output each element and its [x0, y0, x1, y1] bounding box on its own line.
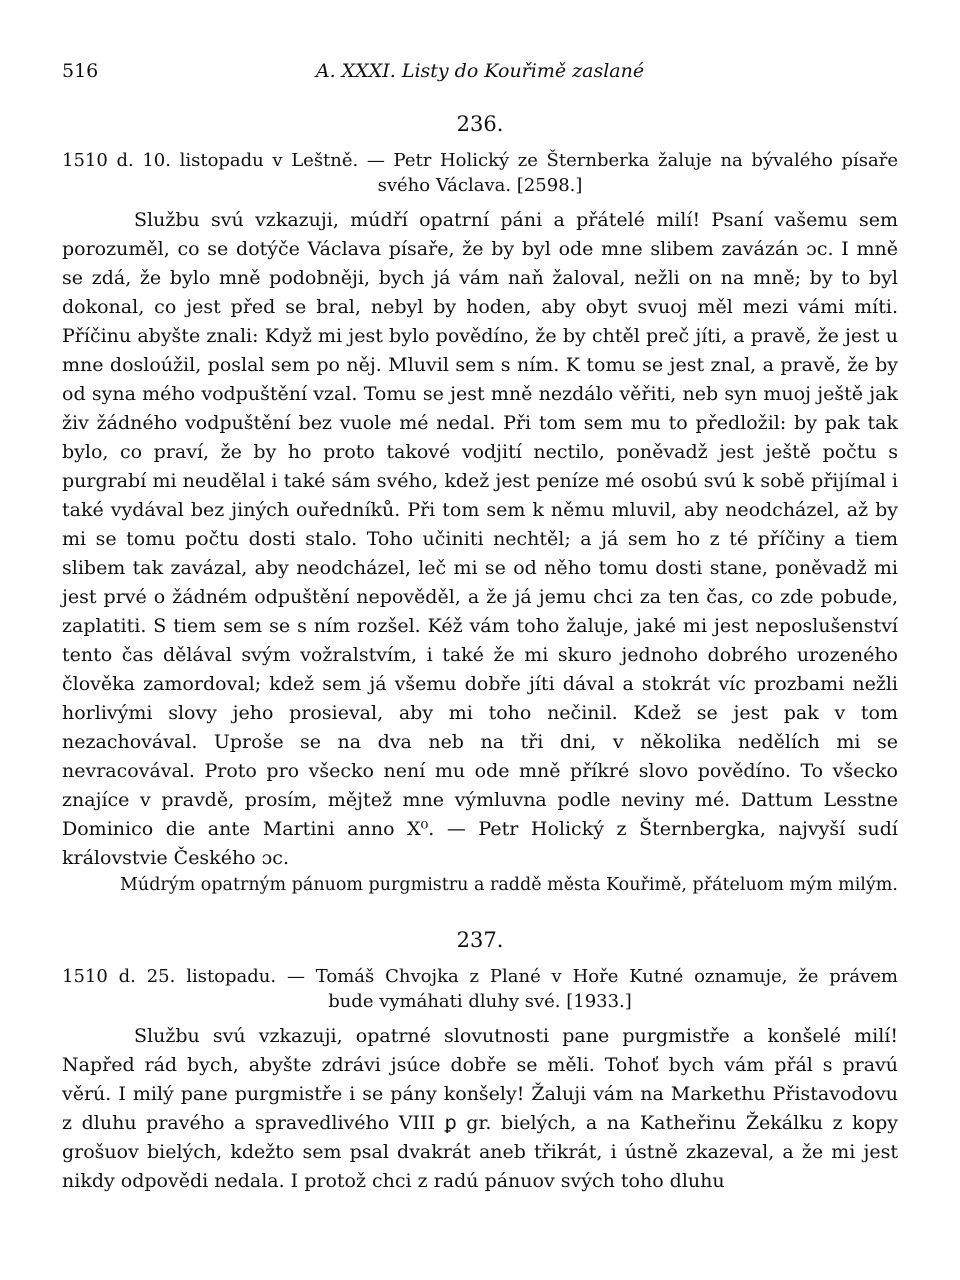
document-number: 236.	[456, 112, 504, 136]
letter-paragraph: Službu svú vzkazuji, opatrné slovutnosti pane purgmistře a konšelé milí! Napřed rád bych, abyšte zdrávi jsúce dobře se měli. Tohoť bych vám přál s pravú věrú. I milý pane purgmistře i se pány konšely! Žaluji vám na Markethu Přistavodovu z dluhu pravého a spravedlivého VIII ꝑ gr. bielých, a na Katheřinu Žekálku z kopy grošuov bielých, kdežto sem psal dvakrát aneb třikrát, i ústně zkazeval, a že mi jest nikdy odpovědi nedala. I protož chci z radú pánuov svých toho dluhu	[62, 1025, 898, 1192]
document-heading	[62, 148, 898, 198]
document-number: 237.	[456, 928, 504, 952]
document-heading-line: bude vymáhati dluhy své. [1933.]	[328, 991, 632, 1012]
letter-paragraph: Službu svú vzkazuji, múdří opatrní páni a přátelé milí! Psaní vašemu sem porozuměl, co se dotýče Václava písaře, že by byl ode mne slibem zavázán ɔc. I mně se zdá, že bylo mně podobněji, bych já vám naň žaloval, nežli on na mně; by to byl dokonal, co jest před se bral, nebyl by hoden, aby obyt svuoj měl mezi vámi míti. Příčinu abyšte znali: Když mi jest bylo povědíno, že by chtěl preč jíti, a pravě, že jest u mne dosloúžil, poslal sem po něj. Mluvil sem s ním. K tomu se jest znal, a pravě, že by od syna mého vodpuštění vzal. Tomu se jest mně nezdálo věřiti, neb syn muoj ještě jak živ žádného vodpuštění bez vuole mé nedal. Při tom sem mu to předložil: by pak tak bylo, co praví, že by ho proto takové vodjití nectilo, poněvadž jest ještě počtu s purgrabí mi neudělal i také sám svého, kdež jest peníze mé osobú svú k sobě přijímal i také vydával bez jiných ouředníků. Při tom sem k němu mluvil, aby neodcházel, až by mi se tomu počtu dosti stalo. Toho učiniti nechtěl; a já sem ho z té příčiny a tiem slibem tak zavázal, aby neodcházel, leč mi se od něho tomu dosti stane, poněvadž mi jest prvé o žádném odpuštění nepověděl, a že já jemu chci za ten čas, co zde pobude, zaplatiti. S tiem sem se s ním rozšel. Kéž vám toho žaluje, jaké mi jest neposlušenství tento čas dělával svým vožralstvím, i také že mi skuro jednoho dobrého urozeného člověka zamordoval; kdež sem já všemu dobře jíti dával a stokrát víc prozbami nežli horlivými slovy jeho prosieval, aby mi toho nečinil. Kdež se jest pak v tom nezachovával. Uproše se na dva neb na tři dni, v několika nedělích mi se nevracovával. Proto pro všecko není mu ode mně příkré slovo povědíno. To všecko znajíce v pravdě, prosím, mějtež mne výmluvna podle neviny mé. Dattum Lesstne Dominico die ante Martini anno X⁰. — Petr Holický z Šternbergka, najvyší sudí královstvie Českého ɔc.	[62, 209, 898, 869]
document-heading-line: 1510 d. 25. listopadu. — Tomáš Chvojka z Plané v Hoře Kutné oznamuje, že právem	[62, 966, 898, 987]
letter-body	[62, 1022, 898, 1196]
document-heading	[62, 964, 898, 1014]
running-title: A. XXXI. Listy do Kouřimě zaslané	[315, 60, 645, 82]
document-heading-line: 1510 d. 10. listopadu v Leštně. — Petr Holický ze Šternberka žaluje na bývalého písaře	[62, 150, 898, 171]
document-heading-line: svého Václava. [2598.]	[377, 175, 583, 196]
page-number: 516	[62, 60, 99, 82]
letter-body	[62, 206, 898, 873]
letter-address: Múdrým opatrným pánuom purgmistru a raddě města Kouřimě, přáteluom mým milým.	[120, 875, 898, 895]
running-head	[62, 60, 898, 90]
